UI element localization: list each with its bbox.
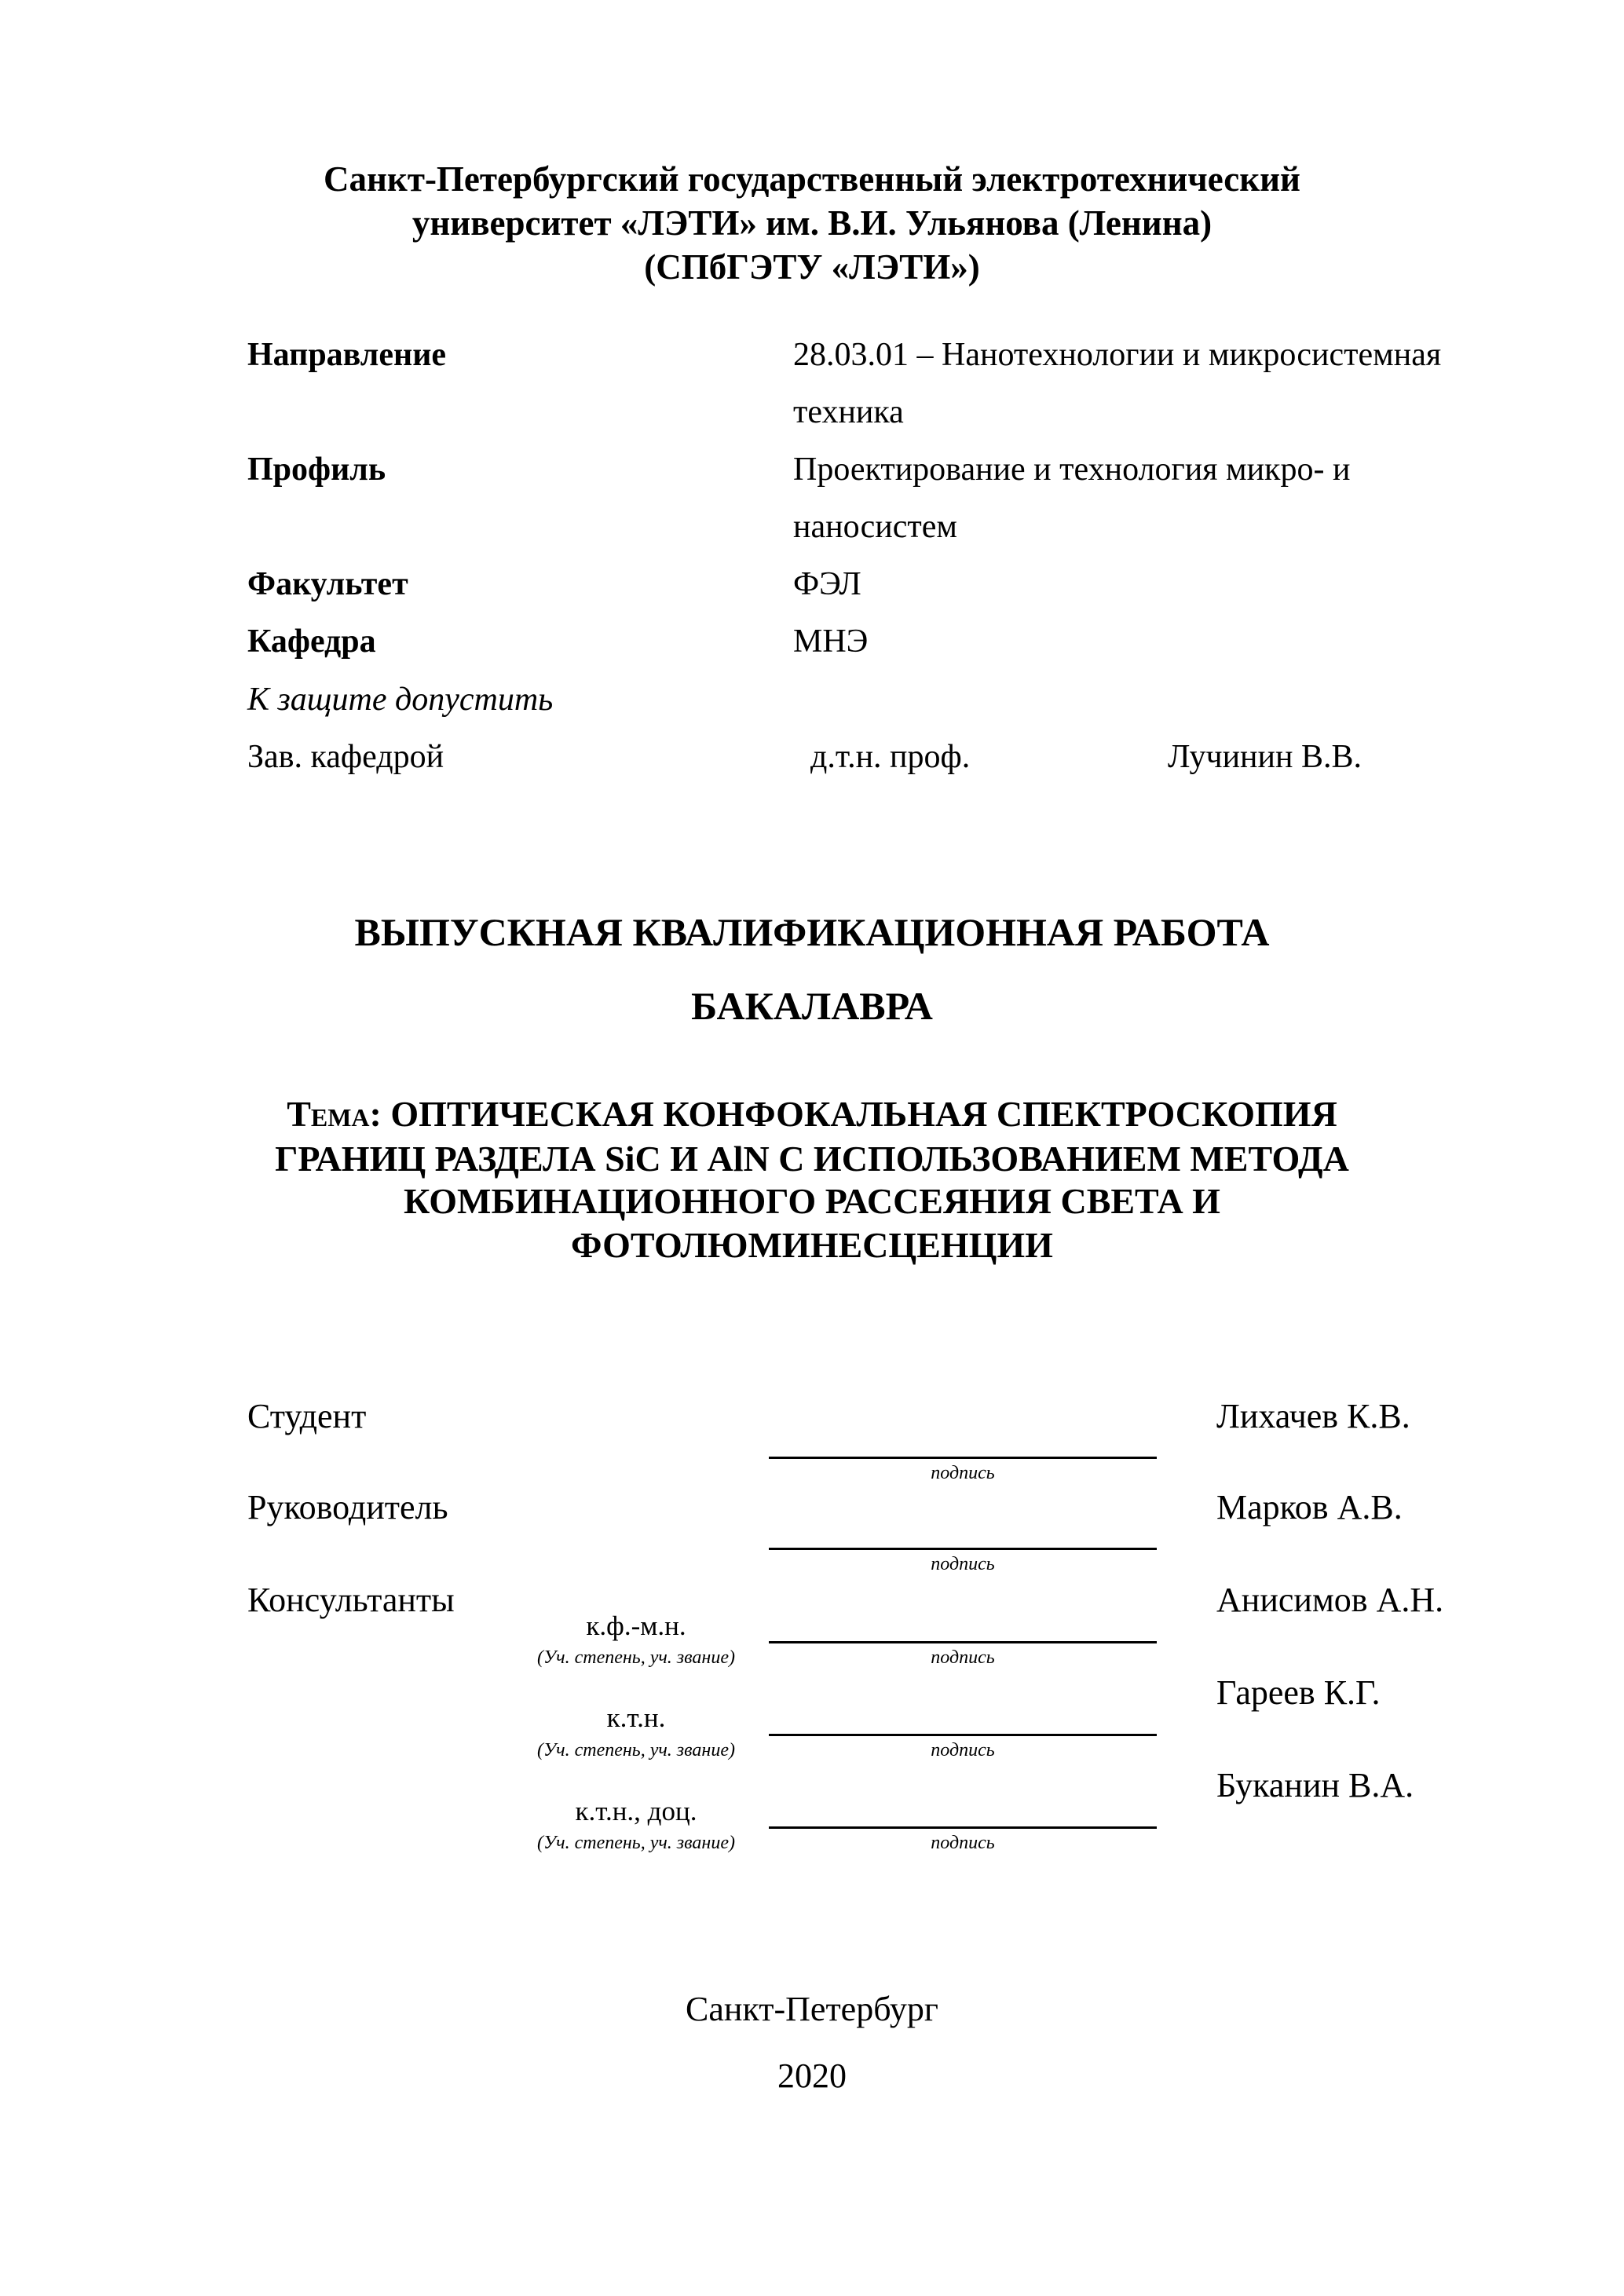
topic-line-1 [0, 1092, 1624, 1136]
student-signature-caption: подпись [931, 1463, 995, 1483]
consultant-1-name: Анисимов А.Н. [1216, 1581, 1444, 1619]
supervisor-name: Марков А.В. [1216, 1488, 1403, 1526]
direction-label: Направление [247, 337, 447, 373]
city: Санкт-Петербург [686, 1990, 938, 2028]
student-signature-line [769, 1457, 1157, 1459]
supervisor-label: Руководитель [247, 1488, 448, 1526]
work-title-line-2: БАКАЛАВРА [691, 984, 933, 1028]
consultant-3-name: Буканин В.А. [1216, 1766, 1414, 1804]
supervisor-signature-line [769, 1548, 1157, 1550]
admit-to-defense-label: К защите допустить [247, 682, 554, 718]
topic-text-1: ОПТИЧЕСКАЯ КОНФОКАЛЬНАЯ СПЕКТРОСКОПИЯ [390, 1094, 1337, 1134]
university-name-line-2: университет «ЛЭТИ» им. В.И. Ульянова (Ленина) [411, 203, 1213, 243]
consultant-3-signature-caption: подпись [931, 1833, 995, 1853]
consultant-1-degree-caption: (Уч. степень, уч. звание) [537, 1647, 735, 1668]
profile-value-line-2: наносистем [793, 509, 957, 545]
university-name-line-1: Санкт-Петербургский государственный электротехнический [323, 159, 1300, 199]
student-label: Студент [247, 1397, 367, 1435]
topic-line-4: ФОТОЛЮМИНЕСЦЕНЦИИ [571, 1225, 1053, 1265]
consultant-1-signature-line [769, 1641, 1157, 1643]
consultant-3-signature-line [769, 1826, 1157, 1829]
consultant-1-signature-caption: подпись [931, 1647, 995, 1668]
profile-label: Профиль [247, 452, 386, 488]
consultant-2-name: Гареев К.Г. [1216, 1673, 1381, 1712]
work-title-line-1: ВЫПУСКНАЯ КВАЛИФИКАЦИОННАЯ РАБОТА [354, 910, 1270, 954]
topic-line-2: ГРАНИЦ РАЗДЕЛА SiC И AlN С ИСПОЛЬЗОВАНИЕМ МЕТОДА [275, 1139, 1349, 1179]
profile-value-line-1: Проектирование и технология микро- и [793, 452, 1351, 488]
consultant-3-degree-caption: (Уч. степень, уч. звание) [537, 1833, 735, 1853]
department-value: МНЭ [793, 623, 869, 660]
year: 2020 [777, 2057, 847, 2095]
consultant-3-degree: к.т.н., доц. [575, 1796, 697, 1826]
consultant-2-degree: к.т.н. [606, 1702, 666, 1733]
consultant-2-signature-line [769, 1734, 1157, 1736]
head-of-department-name: Лучинин В.В. [1168, 739, 1362, 775]
direction-value-line-2: техника [793, 394, 904, 430]
consultant-2-signature-caption: подпись [931, 1740, 995, 1760]
consultant-1-degree: к.ф.-м.н. [586, 1610, 686, 1641]
student-name: Лихачев К.В. [1216, 1397, 1410, 1435]
consultant-2-degree-caption: (Уч. степень, уч. звание) [537, 1740, 735, 1760]
department-label: Кафедра [247, 623, 376, 660]
topic-line-3: КОМБИНАЦИОННОГО РАССЕЯНИЯ СВЕТА И [404, 1181, 1220, 1221]
faculty-value: ФЭЛ [793, 566, 861, 602]
consultants-label: Консультанты [247, 1581, 455, 1619]
head-of-department-label: Зав. кафедрой [247, 739, 444, 775]
university-abbreviation: (СПбГЭТУ «ЛЭТИ») [644, 247, 980, 287]
direction-value-line-1: 28.03.01 – Нанотехнологии и микросистемная [793, 337, 1442, 373]
faculty-label: Факультет [247, 566, 408, 602]
topic-prefix: Тема: [287, 1094, 382, 1134]
head-of-department-degree: д.т.н. проф. [810, 739, 971, 775]
supervisor-signature-caption: подпись [931, 1554, 995, 1574]
